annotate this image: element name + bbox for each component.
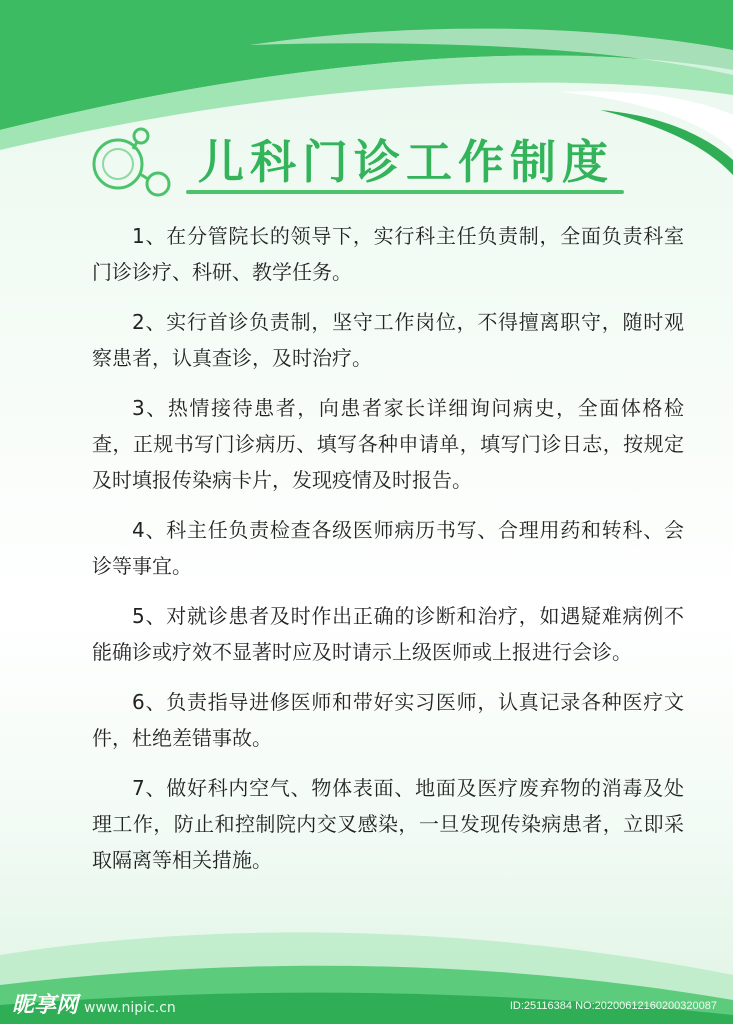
rule-item: 4、科主任负责检查各级医师病历书写、合理用药和转科、会诊等事宜。 (92, 518, 684, 578)
rule-item: 2、实行首诊负责制，坚守工作岗位，不得擅离职守，随时观察患者，认真查诊，及时治疗。 (92, 310, 684, 370)
page-title: 儿科门诊工作制度 (198, 135, 614, 189)
rule-item: 1、在分管院长的领导下，实行科主任负责制，全面负责科室门诊诊疗、科研、教学任务。 (92, 224, 684, 284)
title-underline (186, 190, 624, 194)
rule-item: 5、对就诊患者及时作出正确的诊断和治疗，如遇疑难病例不能确诊或疗效不显著时应及时请示上级医师或上报进行会诊。 (92, 604, 684, 664)
molecule-icon (90, 122, 190, 202)
title-block (90, 122, 650, 202)
watermark-brand (12, 988, 176, 1019)
rules-list (92, 218, 684, 892)
watermark-id: ID:25116384 NO:20200612160200320087 (509, 1000, 717, 1012)
watermark-brand-name: 昵享网 (12, 993, 79, 1018)
rule-item: 6、负责指导进修医师和带好实习医师，认真记录各种医疗文件，杜绝差错事故。 (92, 690, 684, 750)
watermark-url: www.nipic.cn (84, 1000, 176, 1016)
rule-item: 3、热情接待患者，向患者家长详细询问病史，全面体格检查，正规书写门诊病历、填写各种申请单，填写门诊日志，按规定及时填报传染病卡片，发现疫情及时报告。 (92, 396, 684, 492)
rule-item: 7、做好科内空气、物体表面、地面及医疗废弃物的消毒及处理工作，防止和控制院内交叉感染，一旦发现传染病患者，立即采取隔离等相关措施。 (92, 776, 684, 872)
